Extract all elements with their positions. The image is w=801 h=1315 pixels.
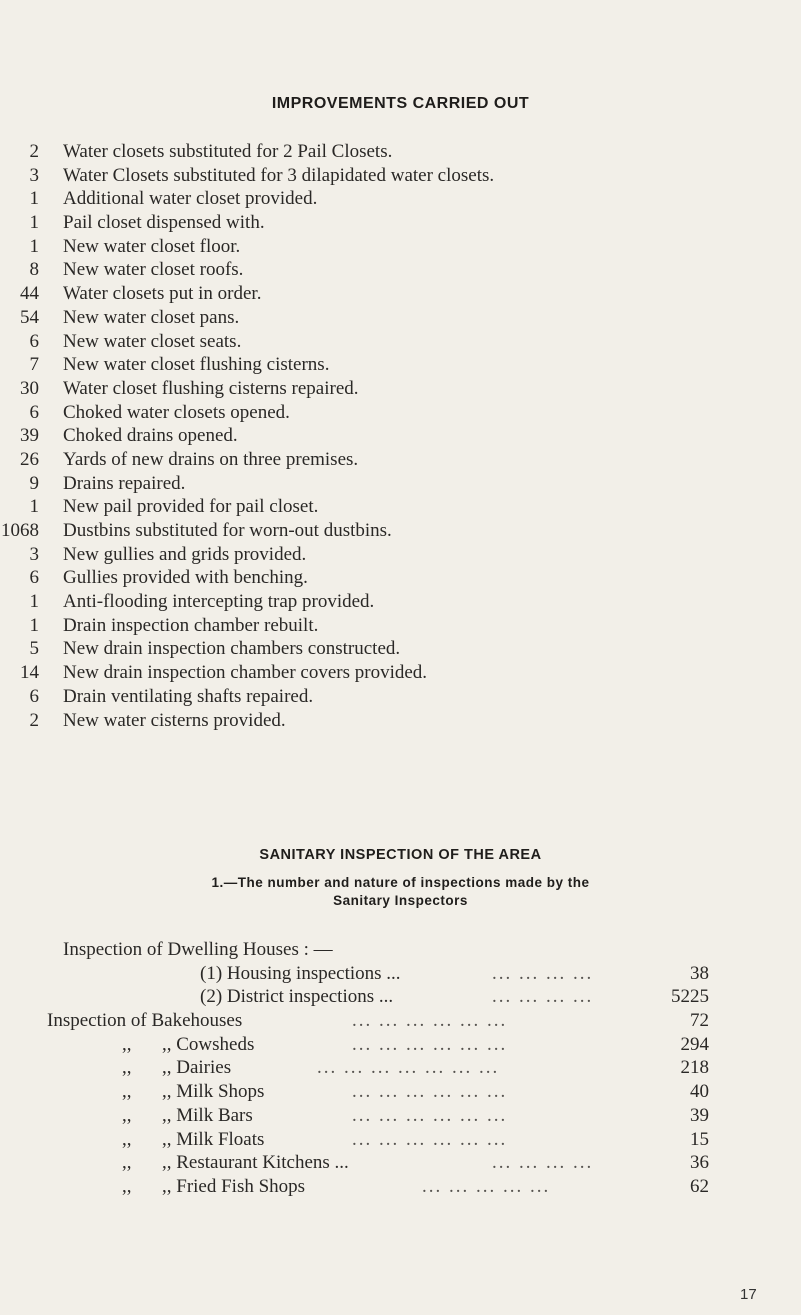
- list-item: [0, 354, 801, 378]
- list-item: [0, 638, 801, 662]
- item-text: Water Closets substituted for 3 dilapidated water closets.: [63, 164, 495, 186]
- list-item: [0, 165, 801, 189]
- item-count: 1: [29, 614, 39, 636]
- list-item: [0, 710, 801, 734]
- section-title: SANITARY INSPECTION OF THE AREA: [259, 847, 542, 863]
- list-item: [0, 662, 801, 686]
- item-count: 1: [29, 212, 39, 234]
- inspection-label: ,, Fried Fish Shops: [162, 1175, 306, 1197]
- ditto-mark: ,,: [122, 1057, 132, 1079]
- inspection-value: 5225: [671, 986, 709, 1008]
- item-count: 6: [29, 685, 39, 707]
- inspection-label: ,, Restaurant Kitchens ...: [162, 1152, 349, 1174]
- item-count: 2: [29, 709, 39, 731]
- list-item: [0, 520, 801, 544]
- inspection-value: 39: [690, 1104, 709, 1126]
- item-text: Water closets substituted for 2 Pail Closets.: [63, 141, 393, 162]
- item-count: 1: [29, 188, 39, 210]
- inspection-value: 38: [690, 962, 709, 984]
- ditto-mark: ,,: [122, 1128, 132, 1150]
- list-item: [0, 686, 801, 710]
- item-text: Pail closet dispensed with.: [63, 212, 265, 234]
- leader-dots: ... ... ... ... ... ...: [352, 1033, 508, 1055]
- item-text: Water closets put in order.: [63, 283, 262, 305]
- section-subtitle-line1: 1.—The number and nature of inspections made by the: [211, 875, 590, 890]
- leader-dots: ... ... ... ... ... ...: [352, 1010, 508, 1032]
- ditto-row: [0, 1034, 801, 1058]
- item-text: New water closet floor.: [63, 235, 241, 257]
- inspection-label: ,, Milk Shops: [162, 1081, 265, 1103]
- item-text: Drains repaired.: [63, 472, 186, 494]
- leader-dots: ... ... ... ... ...: [422, 1175, 551, 1197]
- ditto-mark: ,,: [122, 1033, 132, 1055]
- item-text: Gullies provided with benching.: [63, 567, 308, 589]
- leader-dots: ... ... ... ...: [492, 962, 594, 984]
- item-text: New drain inspection chamber covers provided.: [63, 662, 428, 684]
- item-text: Choked drains opened.: [63, 425, 238, 447]
- list-item: [0, 331, 801, 355]
- item-count: 5: [29, 638, 39, 660]
- list-item: [0, 307, 801, 331]
- item-count: 8: [29, 259, 39, 281]
- ditto-row: [0, 1129, 801, 1153]
- ditto-mark: ,,: [122, 1152, 132, 1174]
- inspection-label: ,, Milk Bars: [162, 1104, 253, 1126]
- item-text: New water cisterns provided.: [63, 709, 286, 731]
- list-item: [0, 473, 801, 497]
- item-text: New gullies and grids provided.: [63, 543, 307, 565]
- list-item: [0, 402, 801, 426]
- item-count: 2: [29, 141, 39, 162]
- item-count: 39: [20, 425, 39, 447]
- inspection-label: ,, Dairies: [162, 1057, 232, 1079]
- item-count: 6: [29, 567, 39, 589]
- item-count: 1: [29, 591, 39, 613]
- leader-dots: ... ... ... ... ... ... ...: [317, 1057, 500, 1079]
- inspection-label: (1) Housing inspections ...: [200, 962, 401, 984]
- item-count: 44: [20, 283, 39, 305]
- list-item: [0, 141, 801, 165]
- inspection-value: 62: [690, 1175, 709, 1197]
- item-text: Dustbins substituted for worn-out dustbins.: [63, 520, 392, 541]
- list-item: [0, 496, 801, 520]
- ditto-row: [0, 1081, 801, 1105]
- item-text: Choked water closets opened.: [63, 401, 290, 423]
- item-text: New pail provided for pail closet.: [63, 496, 319, 518]
- dwelling-row: [0, 986, 801, 1010]
- inspection-value: 72: [690, 1010, 709, 1032]
- inspection-value: 40: [690, 1081, 709, 1103]
- ditto-row: [0, 1105, 801, 1129]
- page-number: 17: [740, 1286, 757, 1303]
- improvements-list: [0, 141, 801, 733]
- item-count: 6: [29, 401, 39, 423]
- list-item: [0, 425, 801, 449]
- list-item: [0, 449, 801, 473]
- leader-dots: ... ... ... ... ... ...: [352, 1128, 508, 1150]
- list-item: [0, 615, 801, 639]
- item-count: 30: [20, 377, 39, 399]
- item-text: New water closet seats.: [63, 330, 242, 352]
- page-title: IMPROVEMENTS CARRIED OUT: [271, 95, 530, 112]
- leader-dots: ... ... ... ...: [492, 1152, 594, 1174]
- list-item: [0, 259, 801, 283]
- list-item: [0, 591, 801, 615]
- item-count: 6: [29, 330, 39, 352]
- inspection-value: 36: [690, 1152, 709, 1174]
- inspection-value: 218: [680, 1057, 709, 1079]
- item-count: 9: [29, 472, 39, 494]
- item-count: 26: [20, 448, 39, 470]
- ditto-mark: ,,: [122, 1104, 132, 1126]
- ditto-mark: ,,: [122, 1175, 132, 1197]
- list-item: [0, 283, 801, 307]
- leader-dots: ... ... ... ...: [492, 986, 594, 1008]
- inspection-value: 294: [680, 1033, 709, 1055]
- dwelling-row: [0, 963, 801, 987]
- ditto-row: [0, 1176, 801, 1200]
- item-count: 3: [29, 543, 39, 565]
- inspection-label: (2) District inspections ...: [200, 986, 394, 1008]
- item-text: Water closet flushing cisterns repaired.: [63, 377, 359, 399]
- inspections-table: [0, 939, 801, 1200]
- item-text: New water closet flushing cisterns.: [63, 354, 330, 376]
- ditto-mark: ,,: [122, 1081, 132, 1103]
- dwelling-heading-row: [0, 939, 801, 963]
- item-text: New water closet pans.: [63, 306, 240, 328]
- section-subtitle: [0, 874, 801, 910]
- list-item: [0, 567, 801, 591]
- list-item: [0, 236, 801, 260]
- inspection-label: ,, Cowsheds: [162, 1033, 255, 1055]
- ditto-row: [0, 1057, 801, 1081]
- item-count: 1: [29, 496, 39, 518]
- item-count: 54: [20, 306, 39, 328]
- leader-dots: ... ... ... ... ... ...: [352, 1104, 508, 1126]
- item-count: 3: [29, 164, 39, 186]
- item-text: Anti-flooding intercepting trap provided.: [63, 591, 375, 613]
- leader-dots: ... ... ... ... ... ...: [352, 1081, 508, 1103]
- item-text: Yards of new drains on three premises.: [63, 448, 359, 470]
- inspection-label: Inspection of Bakehouses: [47, 1010, 243, 1032]
- list-item: [0, 212, 801, 236]
- list-item: [0, 188, 801, 212]
- section-subtitle-line2: Sanitary Inspectors: [333, 893, 468, 908]
- list-item: [0, 378, 801, 402]
- bakehouses-row: [0, 1010, 801, 1034]
- dwelling-heading: Inspection of Dwelling Houses : —: [63, 939, 333, 960]
- item-count: 1068: [1, 520, 39, 541]
- item-count: 7: [29, 354, 39, 376]
- ditto-row: [0, 1152, 801, 1176]
- inspection-value: 15: [690, 1128, 709, 1150]
- item-count: 14: [20, 662, 39, 684]
- item-text: Drain inspection chamber rebuilt.: [63, 614, 319, 636]
- inspection-label: ,, Milk Floats: [162, 1128, 265, 1150]
- list-item: [0, 544, 801, 568]
- item-text: New water closet roofs.: [63, 259, 244, 281]
- item-count: 1: [29, 235, 39, 257]
- item-text: New drain inspection chambers constructed.: [63, 638, 401, 660]
- item-text: Drain ventilating shafts repaired.: [63, 685, 314, 707]
- item-text: Additional water closet provided.: [63, 188, 318, 210]
